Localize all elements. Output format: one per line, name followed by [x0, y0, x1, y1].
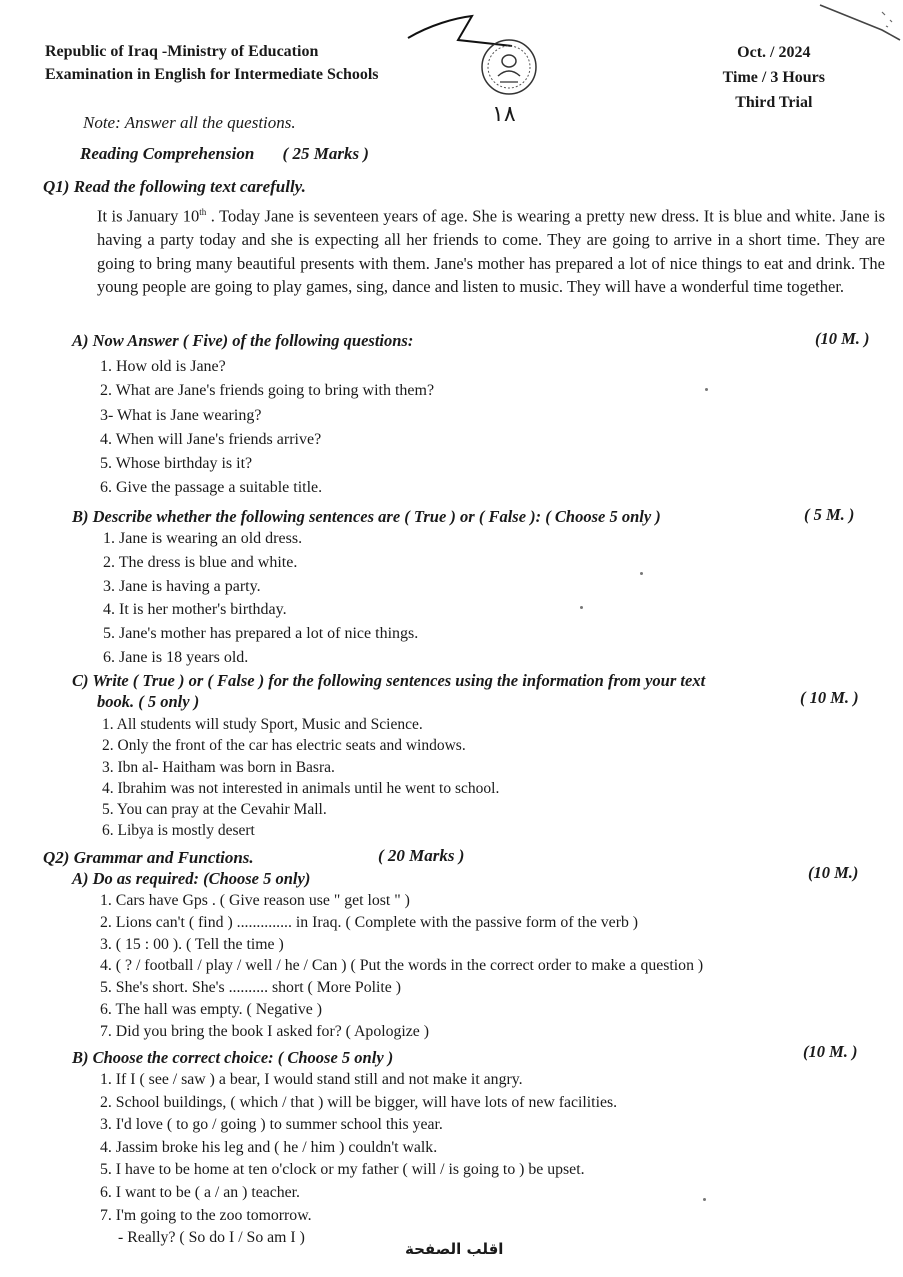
ministry-seal-icon — [480, 38, 538, 96]
list-item: 5. Whose birthday is it? — [100, 455, 253, 473]
q2-section-b-title: B) Choose the correct choice: ( Choose 5 only ) — [72, 1048, 394, 1067]
list-item: 4. ( ? / football / play / well / he / Can ) ( Put the words in the correct order to make a question ) — [100, 957, 704, 975]
passage-body: . Today Jane is seventeen years of age. She is wearing a pretty new dress. It is blue and white. Jane is having a party today and she is expecting all her friends to come. They are going to arrive in a short time. They are going to bring many beautiful presents with them. Jane's mother has prepared a lot of nice things to eat and drink. The young people are going to play games, sing, dance and listen to music. They will have a wonderful time together. — [97, 206, 885, 296]
q1-section-c-title-line2: book. ( 5 only ) — [97, 692, 200, 711]
scan-speck — [580, 606, 583, 609]
list-item: 5. You can pray at the Cevahir Mall. — [102, 801, 327, 819]
list-item: 1. All students will study Sport, Music and Science. — [102, 716, 423, 733]
header-exam-title: Examination in English for Intermediate Schools — [45, 66, 379, 83]
header-ministry: Republic of Iraq -Ministry of Education — [45, 43, 319, 60]
list-item: 6. Jane is 18 years old. — [103, 648, 249, 666]
q1-section-b-marks: ( 5 M. ) — [804, 505, 855, 524]
list-item: 6. Give the passage a suitable title. — [100, 479, 323, 497]
list-item: 5. Jane's mother has prepared a lot of nice things. — [103, 625, 419, 643]
list-item: 2. School buildings, ( which / that ) will be bigger, will have lots of new facilities. — [100, 1093, 618, 1111]
list-item: 2. Only the front of the car has electric seats and windows. — [102, 737, 466, 755]
scan-speck — [640, 572, 643, 575]
list-item: 2. Lions can't ( find ) .............. in Iraq. ( Complete with the passive form of the verb ) — [100, 913, 639, 931]
list-item: 4. Jassim broke his leg and ( he / him ) couldn't walk. — [100, 1138, 438, 1156]
list-item: 3- What is Jane wearing? — [100, 406, 262, 424]
reading-marks: ( 25 Marks ) — [282, 144, 369, 163]
scan-speck — [705, 388, 708, 391]
q2-section-a-title: A) Do as required: (Choose 5 only) — [72, 869, 311, 888]
q1-section-a-title: A) Now Answer ( Five) of the following questions: — [72, 331, 414, 350]
exam-date: Oct. / 2024 — [737, 44, 811, 61]
q2-section-b-list — [100, 1069, 617, 1250]
q2-section-a-marks: (10 M.) — [808, 863, 859, 882]
q1-title: Q1) Read the following text carefully. — [43, 177, 306, 196]
corner-scribble-icon — [812, 0, 903, 50]
scan-speck — [703, 1198, 706, 1201]
q2-marks: ( 20 Marks ) — [378, 846, 465, 865]
passage-start: It is January 10 — [97, 206, 200, 226]
list-item: 2. What are Jane's friends going to bring with them? — [100, 382, 435, 400]
q1-passage — [97, 201, 885, 299]
q2-title: Q2) Grammar and Functions. — [43, 848, 254, 867]
handwritten-number: ١٨ — [492, 102, 516, 127]
list-item: 3. Jane is having a party. — [103, 577, 261, 595]
list-item: 5. I have to be home at ten o'clock or my father ( will / is going to ) be upset. — [100, 1161, 585, 1179]
list-item: 3. Ibn al- Haitham was born in Basra. — [102, 758, 335, 776]
list-item: 6. The hall was empty. ( Negative ) — [100, 1000, 322, 1018]
q1-section-a-list — [100, 355, 434, 501]
q1-section-a-marks: (10 M. ) — [815, 329, 870, 348]
list-item: 1. If I ( see / saw ) a bear, I would stand still and not make it angry. — [100, 1071, 523, 1088]
list-item: 4. Ibrahim was not interested in animals until he went to school. — [102, 779, 500, 797]
list-item: - Really? ( So do I / So am I ) — [118, 1229, 305, 1247]
list-item: 1. How old is Jane? — [100, 358, 226, 375]
list-item: 4. It is her mother's birthday. — [103, 601, 287, 619]
list-item: 3. ( 15 : 00 ). ( Tell the time ) — [100, 935, 284, 953]
list-item: 6. I want to be ( a / an ) teacher. — [100, 1183, 301, 1201]
q1-section-c-list — [102, 714, 499, 842]
exam-duration: Time / 3 Hours — [722, 69, 825, 86]
q1-section-c-marks: ( 10 M. ) — [800, 688, 859, 707]
q1-section-b-list — [103, 527, 418, 670]
list-item: 7. I'm going to the zoo tomorrow. — [100, 1206, 312, 1224]
list-item: 4. When will Jane's friends arrive? — [100, 430, 322, 448]
list-item: 7. Did you bring the book I asked for? ( Apologize ) — [100, 1022, 430, 1040]
passage-ordinal: th — [199, 207, 207, 217]
q1-section-c-title-line1: C) Write ( True ) or ( False ) for the following sentences using the information from your text — [72, 671, 706, 690]
list-item: 3. I'd love ( to go / going ) to summer school this year. — [100, 1116, 443, 1134]
list-item: 1. Cars have Gps . ( Give reason use " get lost " ) — [100, 892, 410, 909]
list-item: 1. Jane is wearing an old dress. — [103, 530, 303, 547]
list-item: 6. Libya is mostly desert — [102, 822, 255, 840]
q2-section-a-list — [100, 890, 703, 1043]
note: Note: Answer all the questions. — [83, 113, 296, 132]
exam-trial: Third Trial — [735, 94, 813, 111]
reading-label: Reading Comprehension — [80, 144, 255, 163]
q1-section-b-title: B) Describe whether the following sentences are ( True ) or ( False ): ( Choose 5 only ) — [72, 507, 661, 526]
list-item: 5. She's short. She's .......... short ( More Polite ) — [100, 979, 401, 997]
list-item: 2. The dress is blue and white. — [103, 553, 298, 571]
header-right — [723, 40, 825, 115]
reading-heading — [80, 144, 369, 164]
turn-page-note: اقلب الصفحة — [405, 1240, 504, 1258]
header-left — [45, 40, 379, 86]
q2-section-b-marks: (10 M. ) — [803, 1042, 858, 1061]
